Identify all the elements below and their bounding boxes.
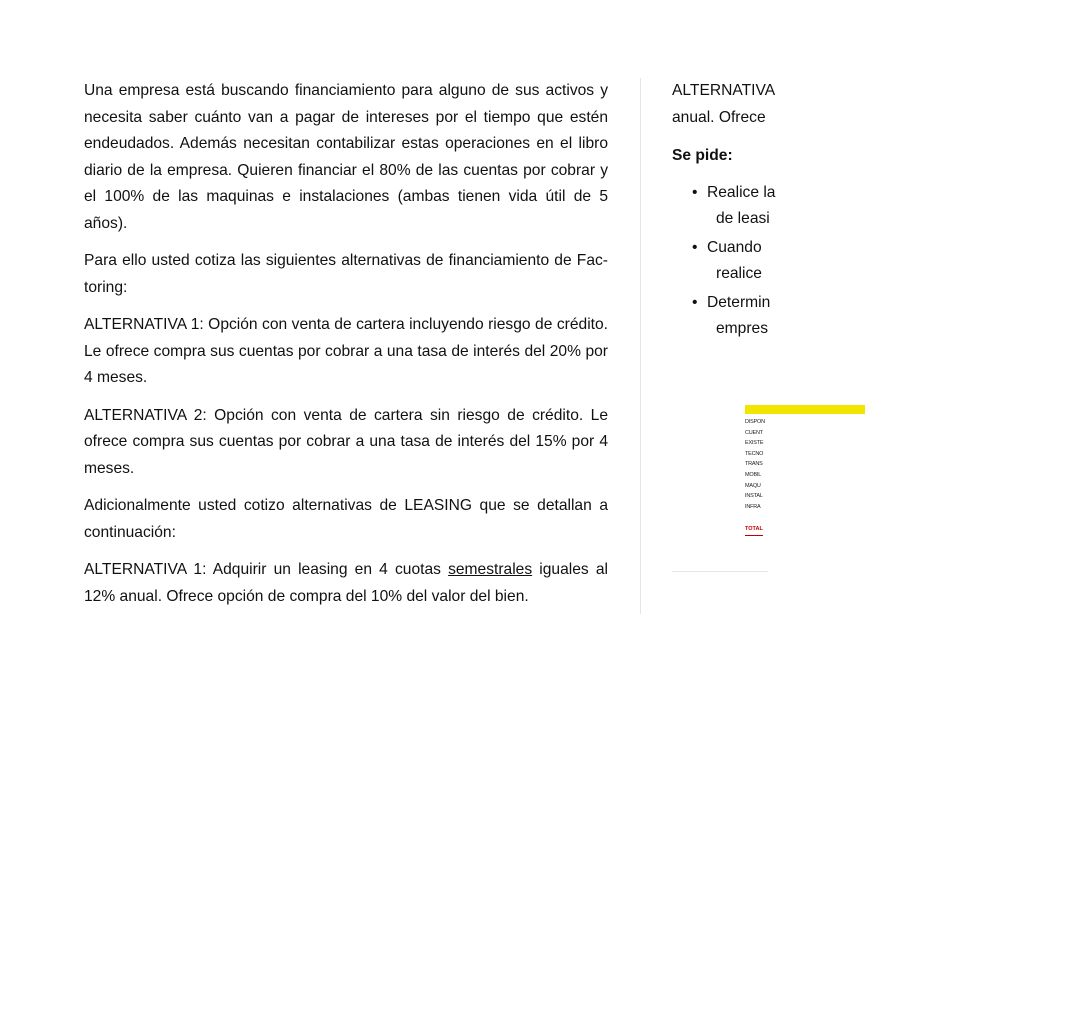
table-row: CUENT xyxy=(745,429,763,436)
leasing-intro-paragraph: Adicionalmente usted cotizo alternativas de LEASING que se detallan a continuación: xyxy=(84,497,608,541)
factoring-alternative-1: ALTERNATIVA 1: Opción con venta de cartera incluyendo riesgo de crédito. Le ofrece compra sus cuentas por cobrar a una tasa de interés del 20% por 4 meses. xyxy=(84,316,608,386)
table-row: MAQU xyxy=(745,482,761,489)
table-row: EXISTE xyxy=(745,440,764,447)
intro-paragraph: Una empresa está buscando financiamiento para alguno de sus activos y necesita saber cuánto van a pagar de intereses por el tiempo que estén endeudados. Además necesitan contabilizar estas operaciones en el libro diario de la empresa. Quieren financiar el 80% de las cuentas por cobrar y el 100% de las maquinas e instalaciones (ambas tienen vida útil de 5 años). xyxy=(84,82,608,232)
table-total-label: TOTAL xyxy=(745,524,763,536)
factoring-alternative-2: ALTERNATIVA 2: Opción con venta de cartera sin riesgo de crédito. Le ofrece compra sus cuentas por cobrar a una tasa de interés del 15% por 4 meses. xyxy=(84,406,608,477)
bullet-line-2: realice xyxy=(716,265,762,282)
leasing-alternative-1 xyxy=(84,557,608,610)
table-row: TECNO xyxy=(745,450,764,457)
bullet-line-1: Realice la xyxy=(707,183,776,201)
leasing-alt1-text-b: iguales al 12% anual. Ofrece opción de compra del 10% del valor del bien. xyxy=(84,561,608,605)
factoring-intro-paragraph: Para ello usted cotiza las siguientes alternativas de financiamiento de Fac-toring: xyxy=(84,252,608,296)
table-row: MOBIL xyxy=(745,471,762,478)
right-leasing-alternative xyxy=(672,78,1092,131)
right-column-rule xyxy=(672,571,768,572)
left-text-column xyxy=(84,78,608,621)
table-row: INFRA xyxy=(745,503,761,510)
bullet-icon: • xyxy=(692,238,698,256)
right-text-column xyxy=(672,78,1092,345)
table-header-highlight xyxy=(745,405,865,414)
list-item xyxy=(692,235,1092,288)
table-row: INSTAL xyxy=(745,493,763,500)
bullet-line-2: de leasi xyxy=(716,210,770,227)
right-line-2: anual. Ofrece xyxy=(672,108,766,126)
column-divider xyxy=(640,78,641,614)
leasing-alt1-underlined: semestrales xyxy=(448,561,533,578)
leasing-alt1-text-a: ALTERNATIVA 1: Adquirir un leasing en 4 cuotas xyxy=(84,561,449,578)
requirements-list xyxy=(672,180,1092,343)
bullet-line-1: Cuando xyxy=(707,238,762,256)
table-row: DISPON xyxy=(745,419,765,425)
embedded-asset-table xyxy=(745,405,865,536)
right-line-1: ALTERNATIVA xyxy=(672,82,776,99)
list-item xyxy=(692,180,1092,233)
se-pide-heading: Se pide: xyxy=(672,147,733,164)
table-row: TRANS xyxy=(745,461,763,468)
bullet-icon: • xyxy=(692,183,698,201)
bullet-line-2: empres xyxy=(716,320,768,337)
list-item xyxy=(692,290,1092,343)
bullet-icon: • xyxy=(692,293,698,311)
bullet-line-1: Determin xyxy=(707,293,771,311)
